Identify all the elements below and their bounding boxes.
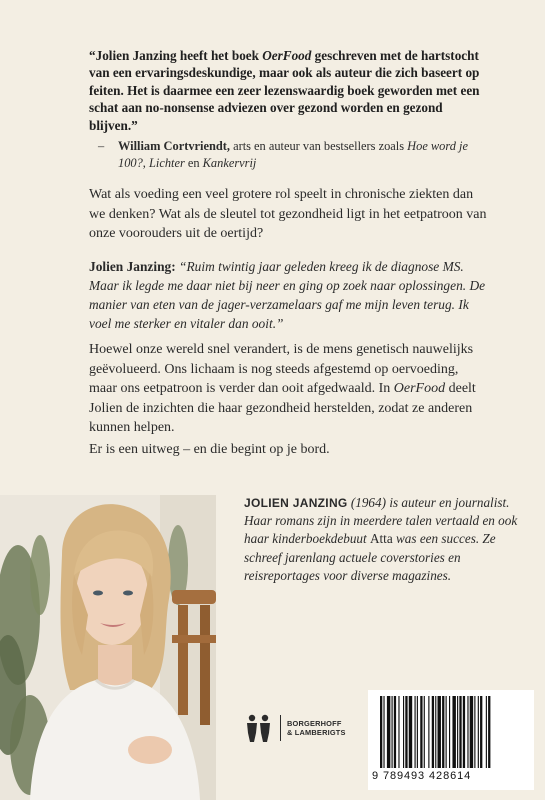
attribution-sep-2: en (184, 156, 203, 170)
attribution-book-3: Kankervrij (202, 156, 257, 170)
publisher-divider (280, 715, 281, 741)
closing-line: Er is een uitweg – en die begint op je bord. (89, 442, 330, 457)
bio-text-2: was een succes. Ze schreef jarenlang actuele coverstories en reisreportages voor diverse magazines. (244, 531, 496, 583)
attribution-dash: – (98, 139, 105, 153)
attribution-name: William Cortvriendt, (118, 139, 230, 153)
publisher-name-line-1: BORGERHOFF (287, 719, 342, 728)
barcode-bars (378, 696, 524, 768)
body-book-title: OerFood (393, 381, 446, 397)
barcode (368, 690, 534, 790)
attribution-text: arts en auteur van bestsellers zoals (229, 139, 408, 153)
author-bio (244, 494, 534, 585)
author-quote-text: “Ruim twintig jaar geleden kreeg ik de diagnose MS. Maar ik legde me daar niet bij neer en ging op zoek naar oplossingen. De manier van eten van de jager-verzamelaars gaf me mijn leven terug. Ik voel me sterker en vitaler dan ooit.” (89, 259, 486, 331)
quote-text-1: “Jolien Janzing heeft het boek (89, 48, 263, 63)
publisher-name (287, 719, 346, 737)
endorsement-quote (89, 47, 489, 134)
bio-book-title: Atta (369, 531, 393, 547)
bio-text-1: is auteur en journalist. Haar romans zijn in meerdere talen vertaald en ook haar kinderboekdebuut (244, 495, 518, 547)
attribution-book-2: Lichter (148, 156, 185, 170)
author-quote-paragraph (89, 257, 489, 333)
publisher-figures-icon (242, 713, 274, 743)
quote-text-2: geschreven met de hartstocht van een ervaringsdeskundige, maar ook als auteur die zich baseert op feiten. Het is daarmee een zeer lezenswaardig boek geworden met een schat aan no-nonsense adviezen over gezond worden en gezond blijven.” (89, 48, 480, 133)
attribution-book-1: Hoe word je 100? (118, 139, 468, 170)
body-text-1: Hoewel onze wereld snel verandert, is de mens genetisch nauwelijks geëvolueerd. Ons lichaam is nog steeds afgestemd op oervoeding, maar ons eetpatroon is verder dan ooit afgedwaald. In (89, 342, 474, 397)
bio-author-name: JOLIEN JANZING (244, 496, 348, 510)
body-text-2: deelt Jolien de inzichten die haar gezondheid herstelden, zodat ze anderen kunnen helpen. (89, 381, 476, 436)
quote-attribution (98, 138, 498, 172)
author-photo (0, 495, 216, 800)
body-paragraph (89, 340, 489, 438)
publisher-name-line-2: & LAMBERIGTS (287, 728, 346, 737)
attribution-sep-1: , (142, 156, 149, 170)
quote-book-title: OerFood (262, 48, 312, 63)
isbn-number: 9 789493 428614 (372, 770, 472, 782)
publisher-logo (242, 710, 352, 746)
author-portrait-illustration (0, 495, 216, 800)
author-quote-name: Jolien Janzing: (89, 259, 176, 274)
bio-year: (1964) (347, 495, 387, 510)
intro-paragraph: Wat als voeding een veel grotere rol speelt in chronische ziekten dan we denken? Wat als de sleutel tot gezondheid ligt in het eetpatroon van onze voorouders uit de oertijd? (89, 187, 487, 242)
